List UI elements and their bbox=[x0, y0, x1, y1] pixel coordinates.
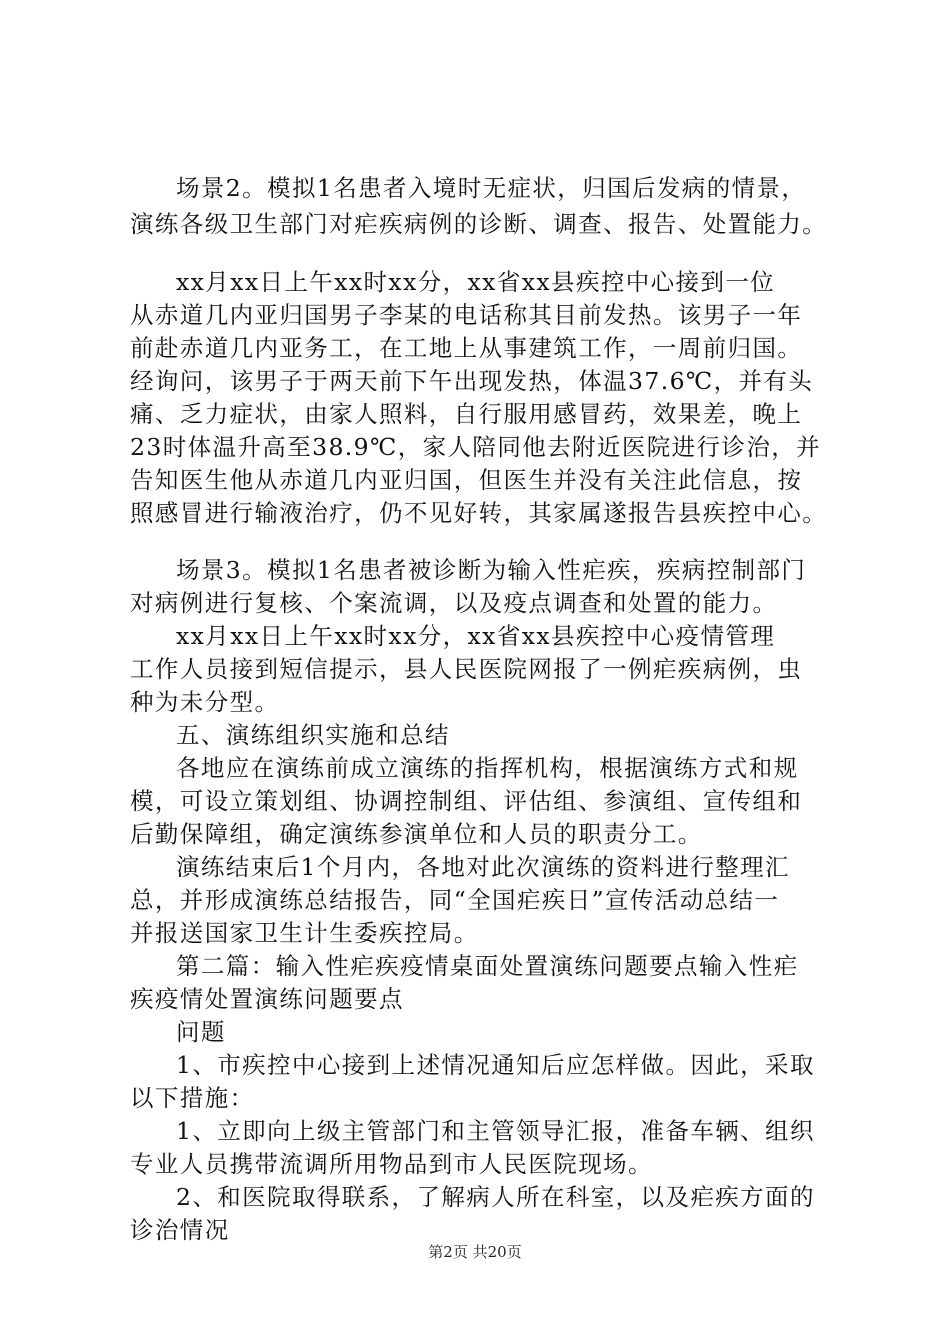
text-line: 1、市疾控中心接到上述情况通知后应怎样做。因此，采取 bbox=[176, 1051, 815, 1079]
text-line: 痛、乏力症状，由家人照料，自行服用感冒药，效果差，晚上 bbox=[130, 400, 803, 428]
text-line: 问题 bbox=[176, 1018, 226, 1046]
text-line: 专业人员携带流调所用物品到市人民医院现场。 bbox=[130, 1150, 653, 1178]
text-line: xx月xx日上午xx时xx分，xx省xx县疾控中心疫情管理 bbox=[176, 622, 776, 650]
text-line: 各地应在演练前成立演练的指挥机构，根据演练方式和规 bbox=[176, 754, 799, 782]
text-line: 前赴赤道几内亚务工，在工地上从事建筑工作，一周前归国。 bbox=[130, 334, 803, 362]
text-line: 照感冒进行输液治疗，仍不见好转，其家属遂报告县疾控中心。 bbox=[130, 499, 828, 527]
text-line: 模，可设立策划组、协调控制组、评估组、参演组、宣传组和 bbox=[130, 787, 803, 815]
text-line: 演练结束后1个月内，各地对此次演练的资料进行整理汇 bbox=[176, 853, 790, 881]
text-line: 2、和医院取得联系，了解病人所在科室，以及疟疾方面的 bbox=[176, 1183, 815, 1211]
text-line: 从赤道几内亚归国男子李某的电话称其目前发热。该男子一年 bbox=[130, 301, 803, 329]
text-line: 第二篇：输入性疟疾疫情桌面处置演练问题要点输入性疟 bbox=[176, 952, 799, 980]
text-line: 疾疫情处置演练问题要点 bbox=[130, 985, 404, 1013]
text-line: 经询问，该男子于两天前下午出现发热，体温37.6℃，并有头 bbox=[130, 367, 814, 395]
section-heading: 五、演练组织实施和总结 bbox=[176, 721, 450, 749]
text-line: 对病例进行复核、个案流调，以及疫点调查和处置的能力。 bbox=[130, 589, 778, 617]
text-line: 后勤保障组，确定演练参演单位和人员的职责分工。 bbox=[130, 820, 703, 848]
text-line: 以下措施： bbox=[130, 1084, 255, 1112]
text-line: 1、立即向上级主管部门和主管领导汇报，准备车辆、组织 bbox=[176, 1117, 815, 1145]
text-line: 种为未分型。 bbox=[130, 688, 280, 716]
text-line: 告知医生他从赤道几内亚归国，但医生并没有关注此信息，按 bbox=[130, 466, 803, 494]
text-line: 并报送国家卫生计生委疾控局。 bbox=[130, 919, 479, 947]
text-line: 场景2。模拟1名患者入境时无症状，归国后发病的情景， bbox=[176, 174, 807, 202]
text-line: 诊治情况 bbox=[130, 1216, 230, 1244]
text-line: 总，并形成演练总结报告，同“全国疟疾日”宣传活动总结一 bbox=[130, 886, 780, 914]
text-line: 演练各级卫生部门对疟疾病例的诊断、调查、报告、处置能力。 bbox=[130, 210, 828, 238]
text-line: 23时体温升高至38.9℃，家人陪同他去附近医院进行诊治，并 bbox=[130, 433, 822, 461]
text-line: 场景3。模拟1名患者被诊断为输入性疟疾，疾病控制部门 bbox=[176, 556, 807, 584]
text-line: xx月xx日上午xx时xx分，xx省xx县疾控中心接到一位 bbox=[176, 268, 776, 296]
text-line: 工作人员接到短信提示，县人民医院网报了一例疟疾病例，虫 bbox=[130, 655, 803, 683]
page-number-footer: 第2页 共20页 bbox=[428, 1243, 522, 1261]
